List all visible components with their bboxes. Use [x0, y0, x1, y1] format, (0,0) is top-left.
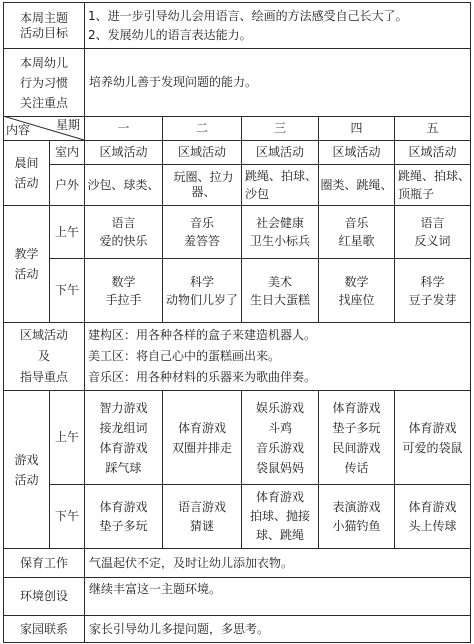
area-label: 区域活动 及 指导重点 — [19, 328, 68, 384]
teaching-pm-cell: 科学 豆子发芽 — [408, 274, 457, 307]
home-label: 家园联系 — [19, 621, 68, 636]
teaching-am-cell: 语言 反义词 — [414, 216, 451, 248]
goals-label: 本周主题 活动目标 — [19, 10, 68, 40]
games-am-cell: 娱乐游戏 斗鸡 音乐游戏 袋鼠妈妈 — [255, 400, 304, 475]
teaching-am-cell: 音乐 红星歌 — [338, 216, 375, 248]
teaching-pm-cell: 科学 动物们儿岁了 — [165, 274, 238, 307]
morning-label: 晨间 活动 — [14, 156, 39, 190]
games-am-label: 上午 — [54, 430, 79, 444]
header-weekday: 星期 — [55, 118, 80, 132]
goal-line: 2、发展幼儿的语言表达能力。 — [88, 27, 252, 42]
day-header: 二 — [195, 121, 208, 135]
area-text — [85, 323, 470, 390]
environment-text: 继续丰富这一主题环境。 — [89, 582, 222, 596]
teaching-pm-cell: 数学 找座位 — [338, 274, 375, 307]
games-am-cell: 体育游戏 垫子多玩 民间游戏 传话 — [332, 400, 381, 475]
games-pm-cell: 体育游戏 垫子多玩 — [99, 499, 148, 533]
teaching-am-cell: 音乐 羞答答 — [183, 216, 220, 248]
teaching-am-cell: 语言 爱的快乐 — [99, 216, 148, 248]
day-header: 三 — [273, 121, 286, 135]
outdoor-cell: 跳绳、拍球、 顶瓶子 — [398, 169, 471, 201]
outdoor-cell: 跳绳、拍球、 沙包 — [245, 169, 318, 201]
teaching-label: 教学 活动 — [14, 247, 39, 281]
rule — [470, 2, 471, 643]
outdoor-cell: 沙包、球类、 — [87, 177, 160, 192]
indoor-cell: 区域活动 — [99, 145, 148, 159]
games-pm-cell: 体育游戏 拍球、抛接 球、跳绳 — [249, 490, 310, 542]
environment-label: 环境创设 — [19, 589, 68, 603]
outdoor-cell: 圈类、跳绳、 — [320, 177, 393, 192]
games-am-cell: 智力游戏 接龙组词 体育游戏 踩气球 — [99, 400, 148, 475]
teaching-pm-cell: 美术 生日大蛋糕 — [249, 274, 310, 307]
area-line: 音乐区：用各种材料的乐器来为歌曲伴奏。 — [88, 370, 317, 384]
teaching-am-cell: 社会健康 卫生小标兵 — [249, 216, 310, 248]
games-pm-label: 下午 — [54, 509, 79, 523]
day-header: 四 — [350, 121, 363, 135]
outdoor-label: 户外 — [54, 177, 79, 192]
area-line: 美工区：将自己心中的蛋糕画出来。 — [88, 349, 281, 363]
care-label: 保育工作 — [19, 555, 68, 570]
games-pm-cell: 体育游戏 头上传球 — [408, 499, 457, 533]
indoor-label: 室内 — [54, 145, 79, 159]
goal-line: 1、进一步引导幼儿会用语言、绘画的方法感受自己长大了。 — [88, 8, 408, 23]
indoor-cell: 区域活动 — [332, 145, 381, 159]
rule — [3, 642, 471, 643]
games-pm-cell: 语言游戏 猜谜 — [177, 499, 226, 533]
indoor-cell: 区域活动 — [255, 145, 304, 159]
day-header: 五 — [426, 121, 439, 135]
teaching-pm-cell: 数学 手拉手 — [105, 274, 142, 307]
day-header: 一 — [117, 121, 130, 135]
goals-text — [85, 3, 470, 48]
games-am-cell: 体育游戏 双圈并排走 — [171, 420, 232, 455]
indoor-cell: 区域活动 — [177, 145, 226, 159]
care-text: 气温起伏不定，及时让幼儿添加衣物。 — [89, 555, 294, 570]
home-text: 家长引导幼儿多提问题，多思考。 — [89, 621, 270, 636]
games-am-cell: 体育游戏 可爱的袋鼠 — [402, 420, 463, 455]
games-label: 游戏 活动 — [14, 452, 39, 487]
outdoor-cell: 玩圈、拉力器、 — [173, 170, 234, 199]
teaching-am-label: 上午 — [54, 224, 79, 239]
area-line: 建构区：用各种各样的盒子来建造机器人。 — [88, 328, 317, 342]
indoor-cell: 区域活动 — [408, 145, 457, 159]
header-content: 内容 — [6, 123, 31, 137]
games-pm-cell: 表演游戏 小猫钓鱼 — [332, 499, 381, 533]
habit-text: 培养幼儿善于发现问题的能力。 — [89, 75, 258, 89]
habit-label: 本周幼儿 行为习惯 关注重点 — [19, 55, 68, 110]
teaching-pm-label: 下午 — [54, 283, 79, 297]
